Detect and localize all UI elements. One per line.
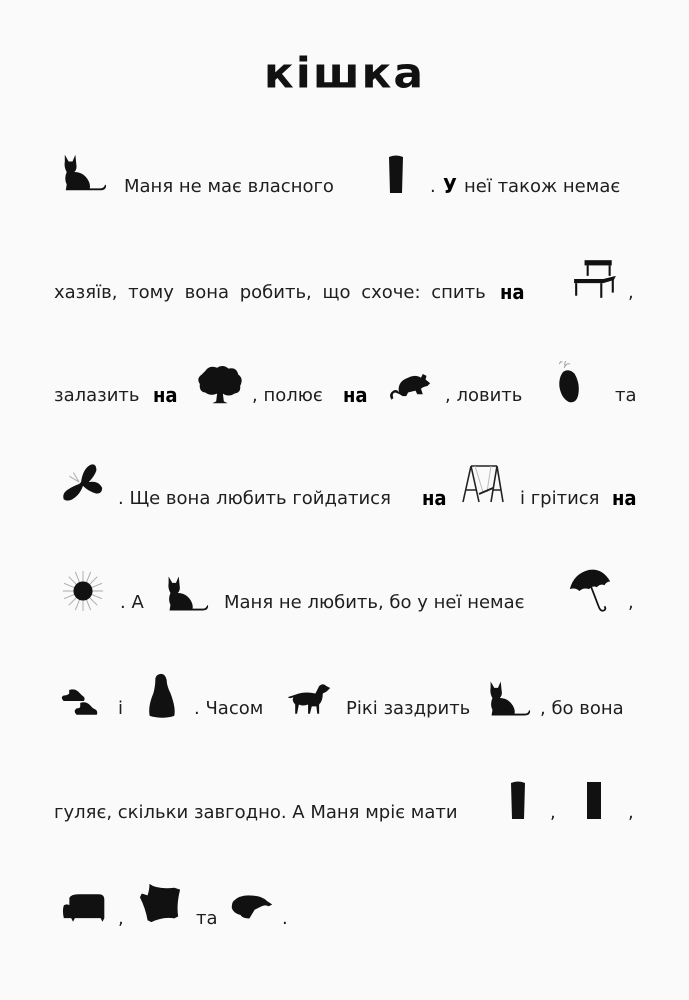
door-icon [386, 152, 406, 196]
bold-word: У [443, 174, 457, 198]
cat-icon [60, 152, 108, 192]
text: . Ще вона любить гойдатися [118, 488, 391, 509]
text: , ловить [445, 385, 523, 406]
bold-word: на [500, 280, 525, 304]
door-icon [584, 778, 604, 822]
text: , полює [252, 385, 323, 406]
text: залазить [54, 385, 140, 406]
text: , [628, 802, 634, 823]
bird-icon [230, 892, 274, 924]
swing-icon [460, 462, 506, 506]
umbrella-icon [566, 568, 614, 616]
shoes-icon [60, 684, 106, 718]
bold-word: на [422, 486, 447, 510]
text: . Часом [194, 698, 264, 719]
text: Рікі заздрить [346, 698, 471, 719]
text: і [118, 698, 124, 719]
cat-icon [486, 678, 532, 718]
text: Маня не любить, бо у неї немає [224, 592, 525, 613]
text: , [118, 908, 124, 929]
text: Маня не має власного [124, 176, 334, 197]
text: , бо вона [540, 698, 624, 719]
text: , [550, 802, 556, 823]
text: та [196, 908, 218, 929]
raincoat-icon [144, 672, 178, 720]
text: неї також немає [464, 176, 621, 197]
bold-word: на [343, 383, 368, 407]
door-icon [508, 778, 528, 822]
pillow-icon [138, 882, 182, 926]
text: і грітися [520, 488, 600, 509]
page-title: кішка [263, 49, 426, 98]
mouse-icon [386, 370, 432, 402]
tree-icon [196, 364, 244, 406]
sun-icon [62, 570, 104, 612]
text: , [628, 592, 634, 613]
text: та [615, 385, 637, 406]
text: . [430, 176, 436, 197]
cat-icon [164, 574, 210, 612]
text: , [628, 282, 634, 303]
bold-word: на [612, 486, 637, 510]
beetle-icon [550, 360, 584, 408]
sofa-icon [62, 892, 108, 924]
text: . А [120, 592, 144, 613]
butterfly-icon [58, 462, 106, 506]
dog-icon [286, 682, 332, 716]
text: . [282, 908, 288, 929]
bench-icon [572, 258, 618, 300]
text: гуляє, скільки завгодно. А Маня мріє мати [54, 802, 458, 823]
bold-word: на [153, 383, 178, 407]
text: хазяїв, тому вона робить, що схоче: спить [54, 282, 486, 303]
